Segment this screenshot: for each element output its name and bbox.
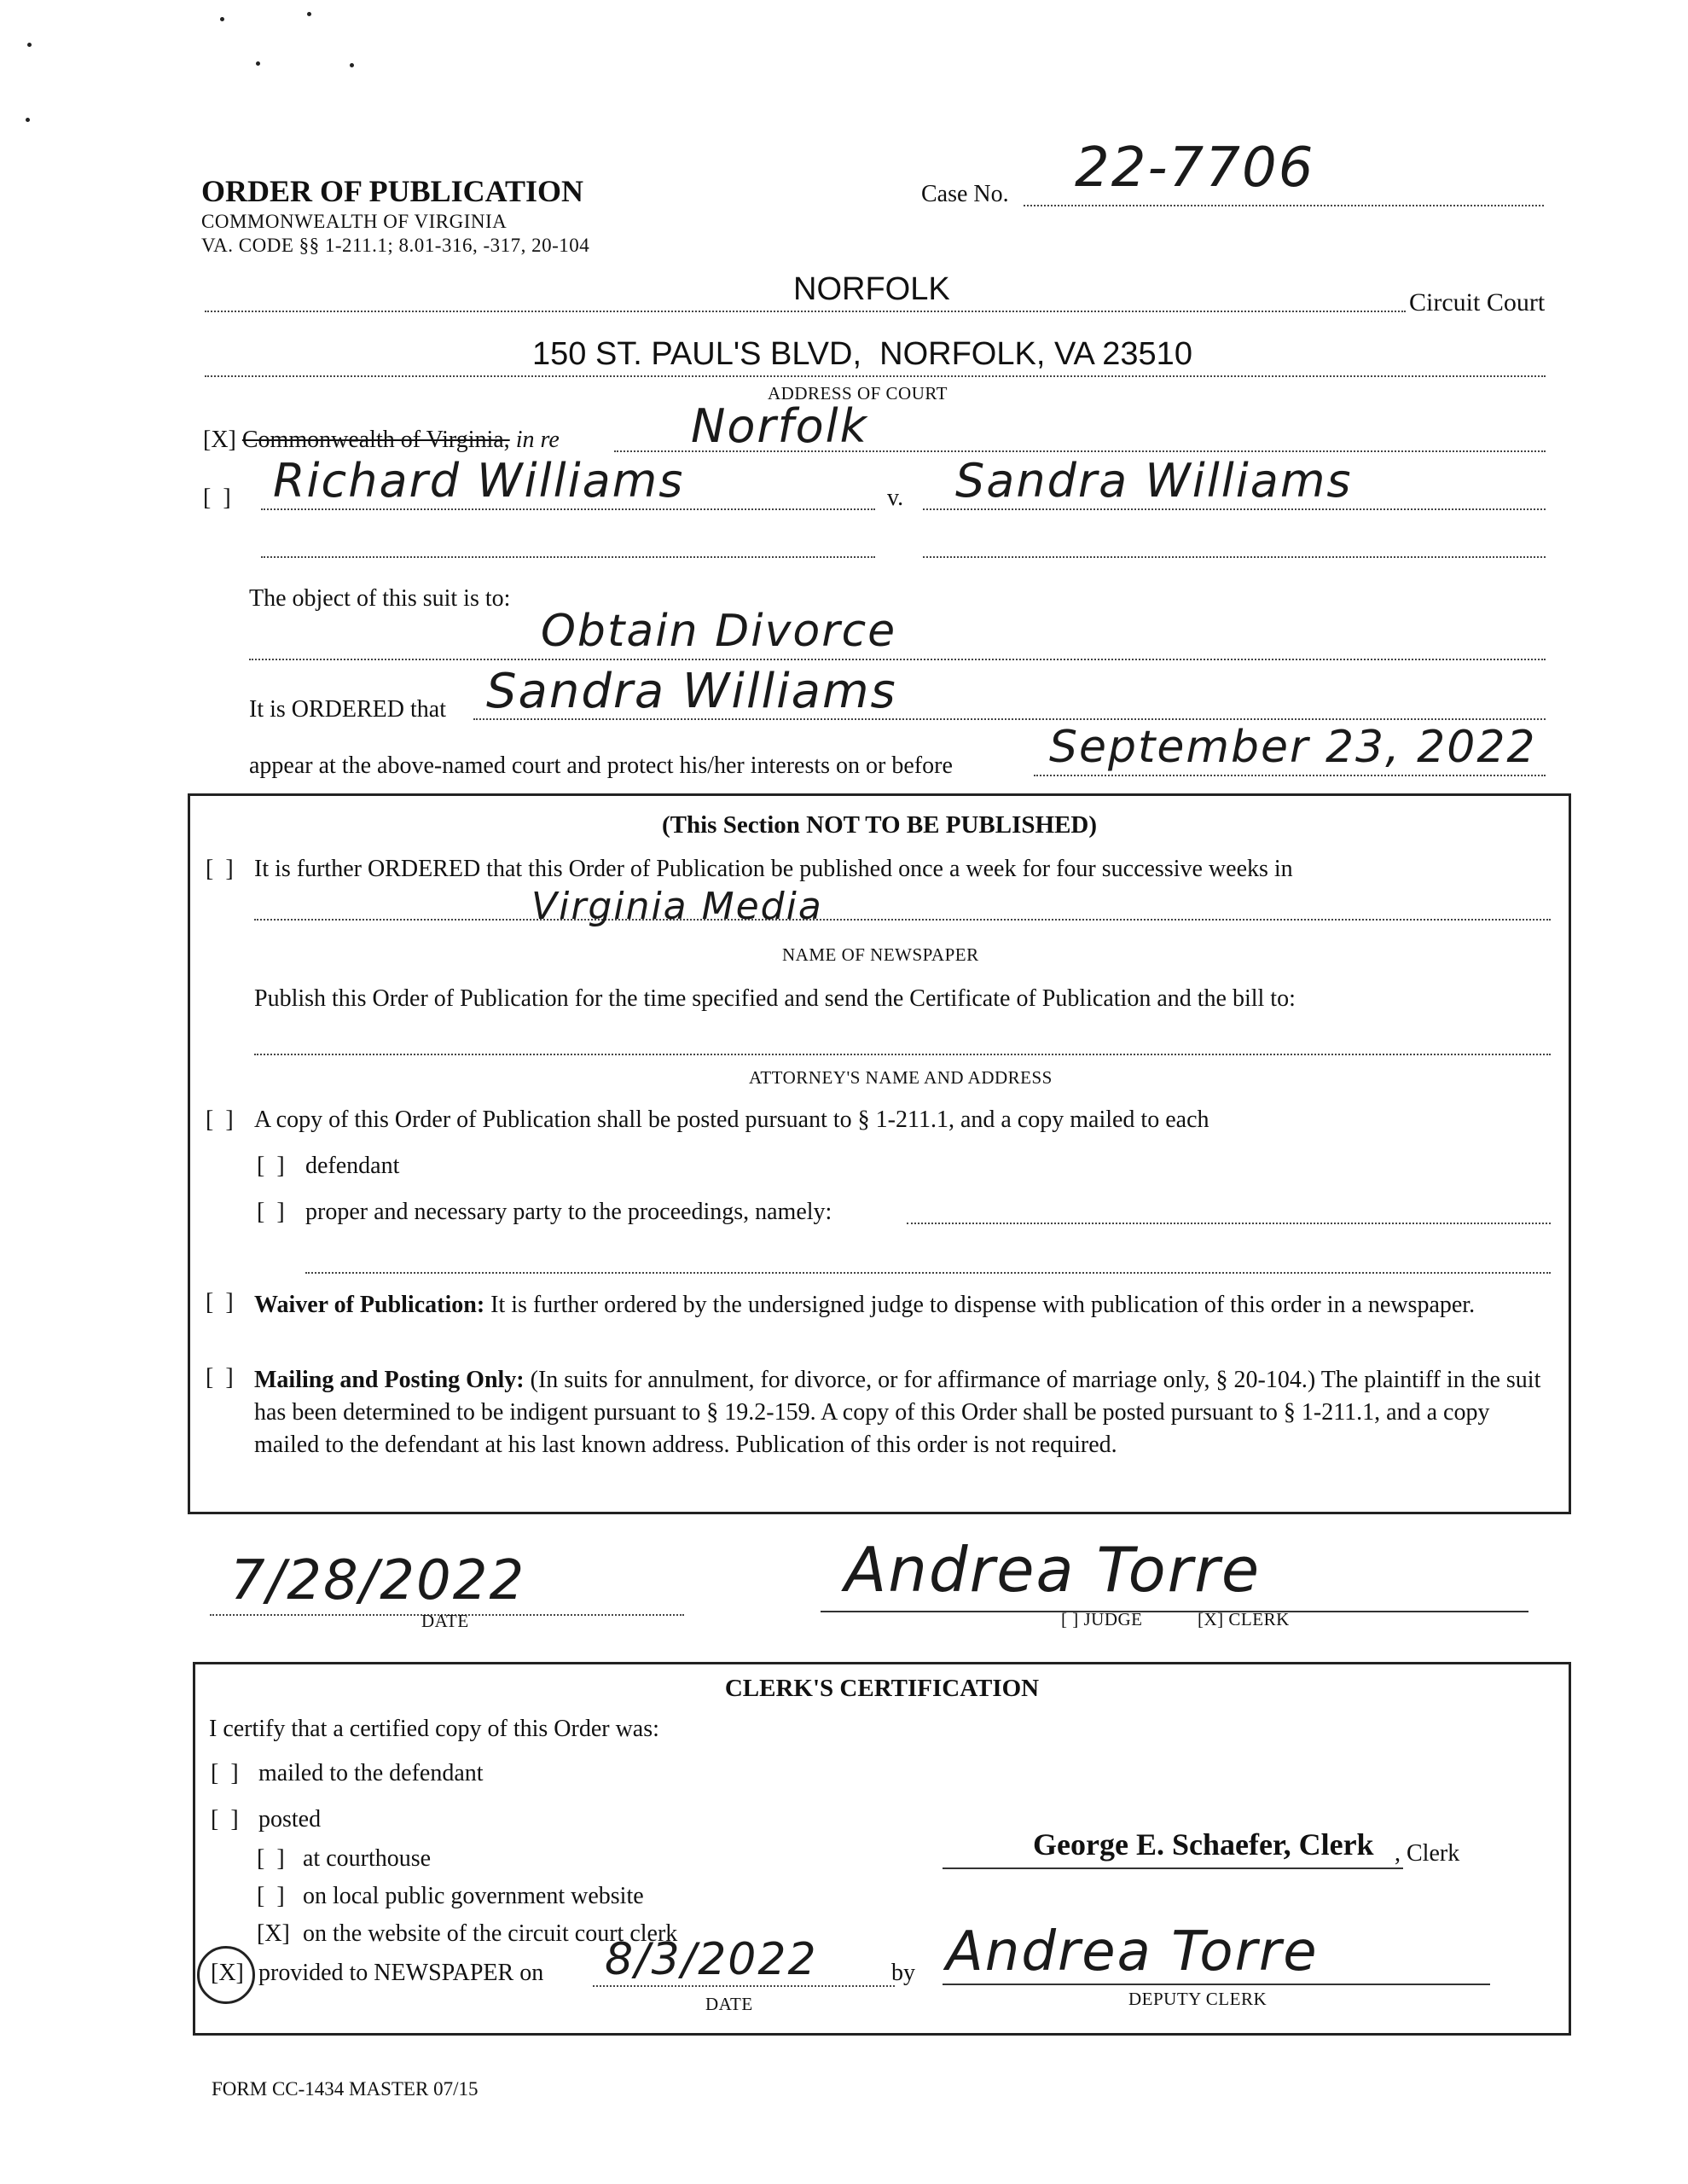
mailed-text: mailed to the defendant xyxy=(258,1760,484,1786)
circuit-website-checkbox: [X] xyxy=(257,1920,290,1947)
attorney-caption: ATTORNEY'S NAME AND ADDRESS xyxy=(749,1067,1053,1088)
plaintiff-name: Richard Williams xyxy=(273,454,685,508)
provided-date-caption: DATE xyxy=(705,1994,753,2014)
provided-text: provided to NEWSPAPER on xyxy=(258,1960,544,1986)
judge-label: [ ] JUDGE xyxy=(1061,1609,1143,1629)
form-id: FORM CC-1434 MASTER 07/15 xyxy=(212,2078,479,2100)
posted-cert-checkbox: [ ] xyxy=(211,1806,239,1833)
order-date-caption: DATE xyxy=(421,1611,469,1631)
commonwealth-line xyxy=(203,427,560,454)
scan-speck xyxy=(27,43,32,47)
commonwealth-text: Commonwealth of Virginia, xyxy=(241,427,510,453)
case-number-label: Case No. xyxy=(921,181,1009,207)
website-checkbox: [ ] xyxy=(257,1883,285,1909)
mailed-checkbox: [ ] xyxy=(211,1760,239,1786)
provided-date: 8/3/2022 xyxy=(605,1934,818,1985)
court-address-caption: ADDRESS OF COURT xyxy=(768,383,948,404)
party-line xyxy=(907,1197,1551,1224)
mailing-heading: Mailing and Posting Only: xyxy=(254,1367,525,1393)
ordered-label: It is ORDERED that xyxy=(249,696,446,723)
posted-checkbox: [ ] xyxy=(206,1107,234,1133)
website-text: on local public government website xyxy=(303,1883,644,1909)
in-re-value: Norfolk xyxy=(691,399,868,453)
newspaper-checkbox: [ ] xyxy=(206,856,234,882)
scan-speck xyxy=(26,118,30,122)
form-code: VA. CODE §§ 1-211.1; 8.01-316, -317, 20-104 xyxy=(201,235,590,256)
versus-label: v. xyxy=(887,485,904,511)
clerk-stamp-line xyxy=(943,1867,1403,1869)
courthouse-text: at courthouse xyxy=(303,1845,432,1872)
newspaper-line xyxy=(254,890,1551,921)
posted-text: A copy of this Order of Publication shall be posted pursuant to § 1-211.1, and a copy mailed to each xyxy=(254,1107,1209,1133)
plaintiff-checkbox: [ ] xyxy=(203,485,231,511)
in-re-label: in re xyxy=(515,427,560,453)
mailing-text: (In suits for annulment, for divorce, or for affirmance of marriage only, § 20-104.) The plaintiff in the suit has been determined to be indigent pursuant to § 19.2-159. A copy of this Order shall be posted pursuant to § 1-211.1, and a copy mailed to the defendant at his last known address. Publication of this order is not required. xyxy=(254,1367,1541,1458)
order-date: 7/28/2022 xyxy=(230,1549,526,1612)
court-suffix: Circuit Court xyxy=(1409,288,1546,317)
scan-speck xyxy=(220,17,224,21)
order-signature: Andrea Torre xyxy=(844,1534,1262,1606)
object-value: Obtain Divorce xyxy=(541,606,897,657)
scan-speck xyxy=(307,12,311,16)
ordered-value: Sandra Williams xyxy=(486,664,897,719)
courthouse-checkbox: [ ] xyxy=(257,1845,285,1872)
form-subtitle: COMMONWEALTH OF VIRGINIA xyxy=(201,211,508,232)
mailing-paragraph xyxy=(254,1364,1559,1461)
waiver-text: It is further ordered by the undersigned judge to dispense with publication of this order in a newspaper. xyxy=(490,1292,1476,1318)
waiver-checkbox: [ ] xyxy=(206,1289,234,1316)
object-label: The object of this suit is to: xyxy=(249,585,511,612)
object-line xyxy=(249,628,1546,660)
attorney-line xyxy=(254,1028,1551,1055)
clerk-label: [X] CLERK xyxy=(1198,1609,1290,1629)
not-published-section xyxy=(188,793,1571,1514)
commonwealth-checkbox: [X] xyxy=(203,427,236,453)
deputy-signature: Andrea Torre xyxy=(946,1920,1319,1984)
waiver-heading: Waiver of Publication: xyxy=(254,1292,485,1318)
posted-cert-text: posted xyxy=(258,1806,322,1833)
appear-date: September 23, 2022 xyxy=(1049,722,1537,773)
party-line-2 xyxy=(305,1246,1551,1274)
blank-party-line-right xyxy=(923,527,1546,558)
court-address: 150 ST. PAUL'S BLVD, NORFOLK, VA 23510 xyxy=(532,336,1192,372)
by-label: by xyxy=(891,1960,915,1986)
clerk-certification-section xyxy=(193,1662,1571,2036)
form-title: ORDER OF PUBLICATION xyxy=(201,174,584,208)
publish-text: Publish this Order of Publication for the time specified and send the Certificate of Publication and the bill to: xyxy=(254,985,1296,1012)
party-text: proper and necessary party to the proceedings, namely: xyxy=(305,1199,832,1225)
signature-line xyxy=(821,1611,1528,1612)
deputy-signature-line xyxy=(943,1984,1490,1985)
blank-party-line-left xyxy=(261,527,875,558)
newspaper-text: It is further ORDERED that this Order of Publication be published once a week for four successive weeks in xyxy=(254,856,1293,882)
provided-circle-mark xyxy=(197,1946,255,2004)
court-name: NORFOLK xyxy=(793,271,950,307)
party-checkbox: [ ] xyxy=(257,1199,285,1225)
mailing-checkbox: [ ] xyxy=(206,1364,234,1391)
defendant-name: Sandra Williams xyxy=(955,454,1353,508)
scan-speck xyxy=(350,63,354,67)
circuit-website-text: on the website of the circuit court clerk xyxy=(303,1920,678,1947)
clerk-stamp: George E. Schaefer, Clerk xyxy=(1033,1827,1374,1862)
not-published-heading: (This Section NOT TO BE PUBLISHED) xyxy=(661,811,1098,839)
provided-checkbox: [X] xyxy=(211,1960,244,1986)
newspaper-value: Virginia Media xyxy=(531,885,823,928)
scan-speck xyxy=(256,61,260,66)
clerk-cert-intro: I certify that a certified copy of this Order was: xyxy=(209,1716,659,1742)
waiver-paragraph xyxy=(254,1289,1559,1321)
newspaper-caption: NAME OF NEWSPAPER xyxy=(782,944,979,965)
case-number-value: 22-7706 xyxy=(1075,136,1315,200)
appear-text: appear at the above-named court and protect his/her interests on or before xyxy=(249,752,953,779)
defendant-text: defendant xyxy=(305,1153,400,1179)
clerk-stamp-suffix: , Clerk xyxy=(1395,1840,1460,1867)
deputy-caption: DEPUTY CLERK xyxy=(1128,1989,1267,2009)
clerk-cert-heading: CLERK'S CERTIFICATION xyxy=(724,1675,1040,1702)
defendant-checkbox: [ ] xyxy=(257,1153,285,1179)
form-header xyxy=(201,172,798,258)
